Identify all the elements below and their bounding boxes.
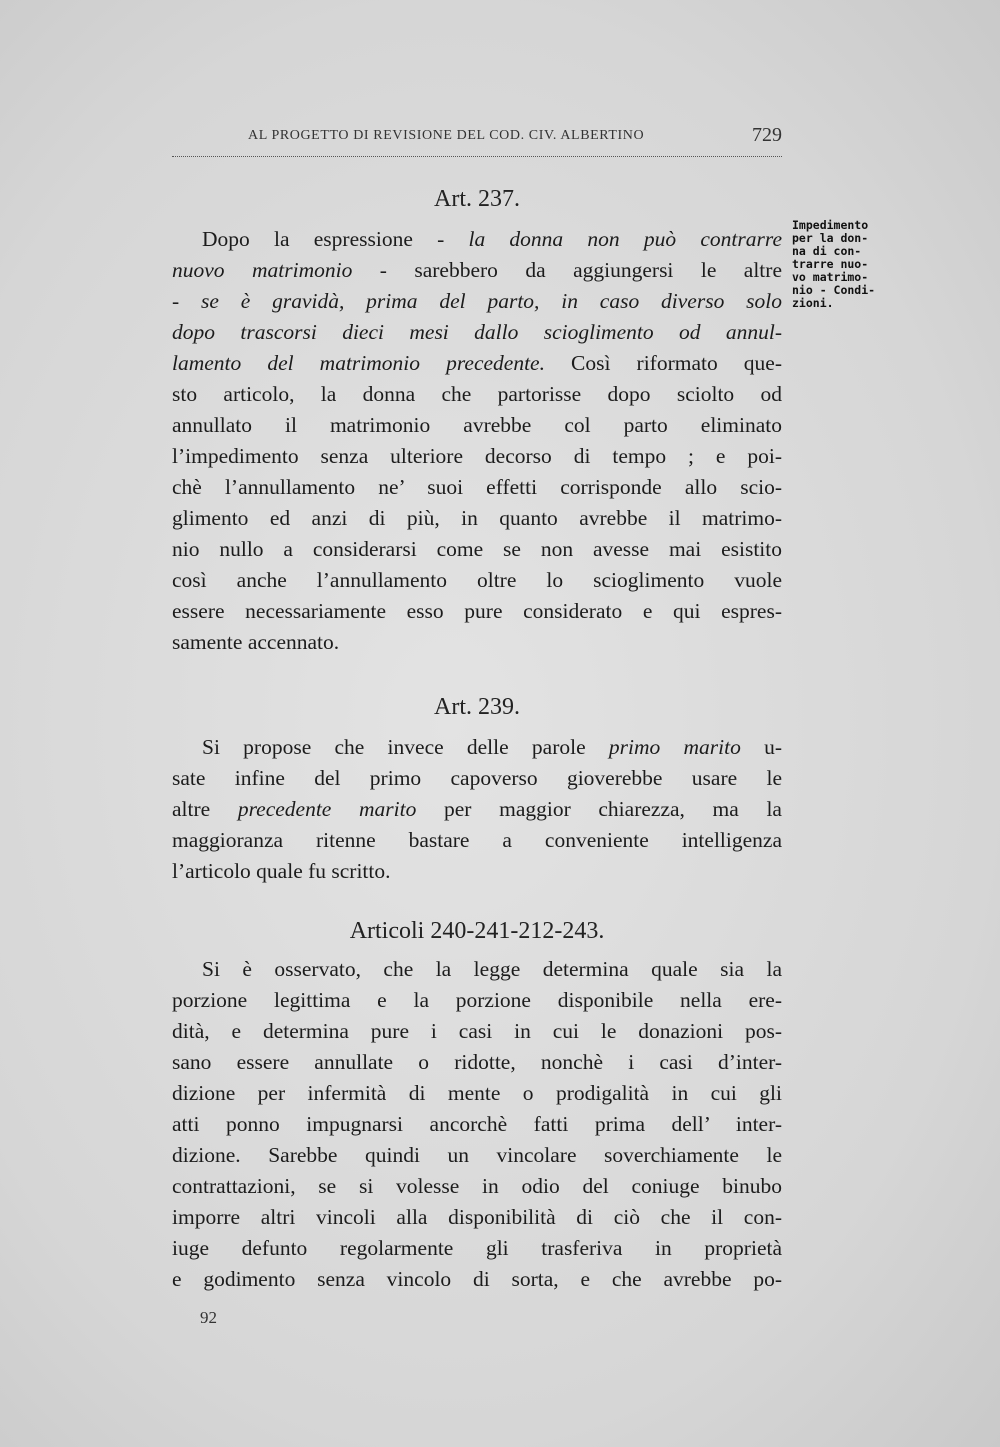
printer-signature: 92 bbox=[200, 1308, 217, 1327]
running-header bbox=[248, 124, 782, 146]
italic-text: se è gravidà, prima del parto, in caso diverso solo bbox=[201, 289, 782, 313]
margin-note-line: vo matrimo- bbox=[792, 270, 869, 284]
text-line: maggioranza ritenne bastare a conveniente intelligenza bbox=[172, 828, 782, 852]
text-line: Si è osservato, che la legge determina quale sia la bbox=[202, 957, 782, 981]
text-line: dizione. Sarebbe quindi un vincolare soverchiamente le bbox=[172, 1143, 782, 1167]
text-line: dità, e determina pure i casi in cui le donazioni pos- bbox=[172, 1019, 782, 1043]
text-line: porzione legittima e la porzione disponibile nella ere- bbox=[172, 988, 782, 1012]
heading-articoli-240-243: Articoli 240-241-212-243. bbox=[349, 918, 605, 944]
margin-note-line: zioni. bbox=[792, 296, 834, 310]
paragraph-articoli-240-243 bbox=[172, 954, 782, 1295]
text-line: contrattazioni, se si volesse in odio del coniuge binubo bbox=[172, 1174, 782, 1198]
italic-text: dopo trascorsi dieci mesi dallo scioglimento od annul- bbox=[172, 320, 782, 344]
text-line: Si propose che invece delle parole primo marito u- bbox=[202, 735, 782, 759]
margin-note-line: na di con- bbox=[792, 244, 862, 258]
text-line: iuge defunto regolarmente gli trasferiva in proprietà bbox=[172, 1236, 782, 1260]
text-line: sate infine del primo capoverso gioverebbe usare le bbox=[172, 766, 782, 790]
text-line bbox=[172, 317, 782, 348]
margin-note-line: per la don- bbox=[792, 231, 869, 245]
text-line: imporre altri vincoli alla disponibilità di ciò che il con- bbox=[172, 1205, 782, 1229]
text-line: altre precedente marito per maggior chiarezza, ma la bbox=[172, 797, 782, 821]
page-number: 729 bbox=[752, 124, 782, 146]
text-line: l’impedimento senza ulteriore decorso di tempo ; e poi- bbox=[172, 444, 782, 468]
heading-art-239: Art. 239. bbox=[434, 694, 520, 720]
margin-note-line: trarre nuo- bbox=[792, 257, 869, 271]
text-line: glimento ed anzi di più, in quanto avrebbe il matrimo- bbox=[172, 506, 782, 530]
text-line: Dopo la espressione - la donna non può contrarre bbox=[202, 227, 782, 251]
running-title: AL PROGETTO DI REVISIONE DEL COD. CIV. ALBERTINO bbox=[248, 128, 645, 143]
margin-note-line: Impedimento bbox=[792, 218, 869, 232]
text-line: l’articolo quale fu scritto. bbox=[172, 859, 391, 883]
text-line: sto articolo, la donna che partorisse dopo sciolto od bbox=[172, 382, 782, 406]
text-line: nio nullo a considerarsi come se non avesse mai esistito bbox=[172, 537, 782, 561]
text-line: chè l’annullamento ne’ suoi effetti corrisponde allo scio- bbox=[172, 475, 782, 499]
italic-text: nuovo matrimonio bbox=[172, 258, 353, 282]
text-line: sano essere annullate o ridotte, nonchè i casi d’inter- bbox=[172, 1050, 782, 1074]
italic-text: primo marito bbox=[608, 735, 741, 759]
text-line: lamento del matrimonio precedente. Così riformato que- bbox=[172, 351, 782, 375]
text-line: samente accennato. bbox=[172, 630, 340, 654]
text-line: e godimento senza vincolo di sorta, e che avrebbe po- bbox=[172, 1267, 782, 1291]
text-line: così anche l’annullamento oltre lo scioglimento vuole bbox=[172, 568, 782, 592]
paragraph-art-237 bbox=[172, 224, 782, 658]
margin-note-line: nio - Condi- bbox=[792, 283, 876, 297]
text-line: annullato il matrimonio avrebbe col parto eliminato bbox=[172, 413, 782, 437]
text-line: dizione per infermità di mente o prodigalità in cui gli bbox=[172, 1081, 782, 1105]
italic-text: lamento del matrimonio precedente. bbox=[172, 351, 545, 375]
header-rule bbox=[172, 156, 782, 157]
text-line: atti ponno impugnarsi ancorchè fatti prima dell’ inter- bbox=[172, 1112, 782, 1136]
text-line: - se è gravidà, prima del parto, in caso diverso solo bbox=[172, 289, 782, 313]
text-line: nuovo matrimonio - sarebbero da aggiungersi le altre bbox=[172, 258, 782, 282]
text-line: essere necessariamente esso pure considerato e qui espres- bbox=[172, 599, 782, 623]
margin-note bbox=[792, 219, 904, 310]
italic-text: precedente marito bbox=[237, 797, 417, 821]
heading-art-237: Art. 237. bbox=[434, 186, 520, 212]
italic-text: la donna non può contrarre bbox=[468, 227, 782, 251]
paragraph-art-239 bbox=[172, 732, 782, 887]
